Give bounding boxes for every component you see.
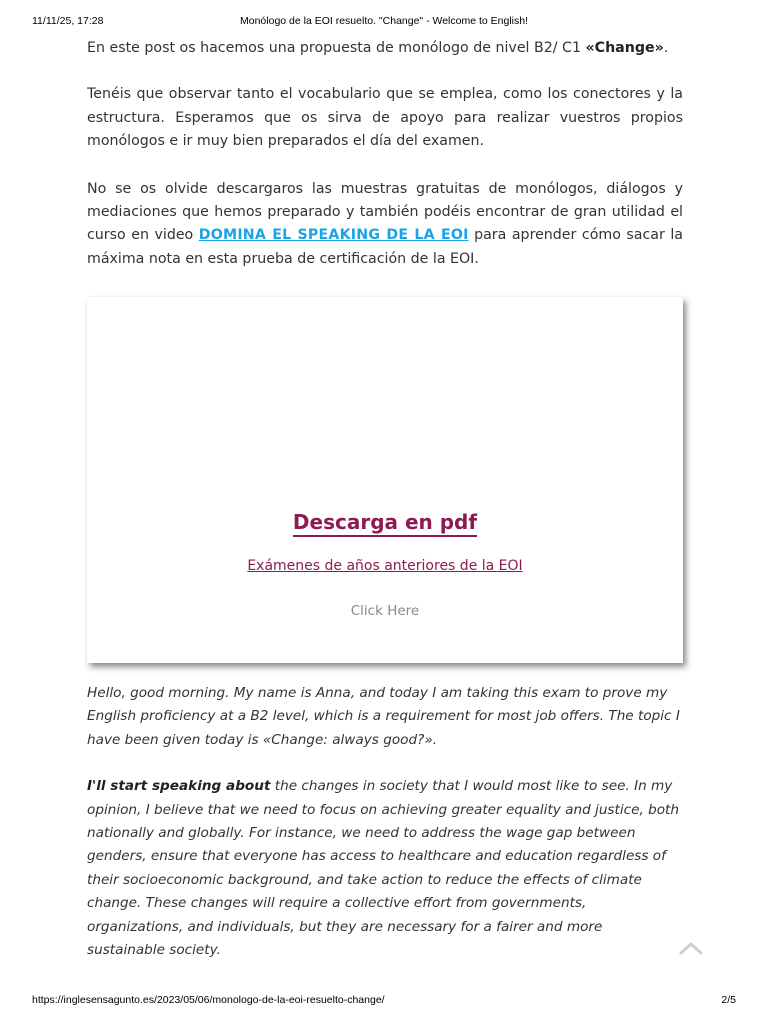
print-page-title: Monólogo de la EOI resuelto. "Change" - Welcome to English! xyxy=(240,15,528,27)
print-header xyxy=(0,15,768,29)
course-link[interactable]: DOMINA EL SPEAKING DE LA EOI xyxy=(198,227,469,244)
remember-text: No se os olvide descargaros las muestras gratuitas de monólogos, diálogos y mediaciones que hemos preparado y también podéis encontrar de gran utilidad el curso en video xyxy=(87,180,683,244)
exams-link-text: Exámenes de años anteriores de la EOI xyxy=(247,558,523,574)
remember-paragraph xyxy=(87,178,683,272)
print-date: 11/11/25, 17:28 xyxy=(32,15,104,27)
scroll-to-top-button[interactable] xyxy=(678,940,704,956)
monologue-intro-paragraph: Hello, good morning. My name is Anna, and today I am taking this exam to prove my English proficiency at a B2 level, which is a requirement for most job offers. The topic I have been given today is «Change: always good?». xyxy=(87,685,680,748)
download-heading-text: Descarga en pdf xyxy=(293,510,477,537)
article-content xyxy=(87,37,683,271)
chevron-up-icon xyxy=(678,940,704,956)
intro-topic-highlight: «Change» xyxy=(585,40,664,56)
intro-text-end: . xyxy=(663,40,669,56)
print-page-number: 2/5 xyxy=(721,994,736,1006)
observe-paragraph: Tenéis que observar tanto el vocabulario que se emplea, como los conectores y la estructura. Esperamos que os sirva de apoyo para realizar vuestros propios monólogos e ir muy bien preparados el día del examen. xyxy=(87,86,683,150)
click-here-button[interactable]: Click Here xyxy=(350,603,420,619)
monologue-changes-text: the changes in society that I would most like to see. In my opinion, I believe that we need to focus on achieving greater equality and justice, both nationally and globally. For instance, we need to address the wage gap between genders, ensure that everyone has access to healthcare and education regardless of their socioeconomic background, and take action to reduce the effects of climate change. These changes will require a collective effort from governments, organizations, and individuals, but they are necessary for a fairer and more sustainable society. xyxy=(87,778,679,959)
connector-phrase: I'll start speaking about xyxy=(87,778,271,795)
intro-text: En este post os hacemos una propuesta de monólogo de nivel B2/ C1 xyxy=(87,40,586,56)
print-footer xyxy=(0,994,768,1008)
monologue-changes-paragraph xyxy=(87,775,683,962)
print-url: https://inglesensagunto.es/2023/05/06/monologo-de-la-eoi-resuelto-change/ xyxy=(32,994,385,1006)
remember-text-end: para aprender cómo sacar la máxima nota en esta prueba de certificación de la EOI. xyxy=(87,227,683,267)
monologue-text xyxy=(87,682,683,962)
intro-paragraph xyxy=(87,37,683,60)
download-heading[interactable] xyxy=(87,510,683,534)
exams-link[interactable] xyxy=(87,558,683,574)
download-promo-box xyxy=(87,297,683,663)
